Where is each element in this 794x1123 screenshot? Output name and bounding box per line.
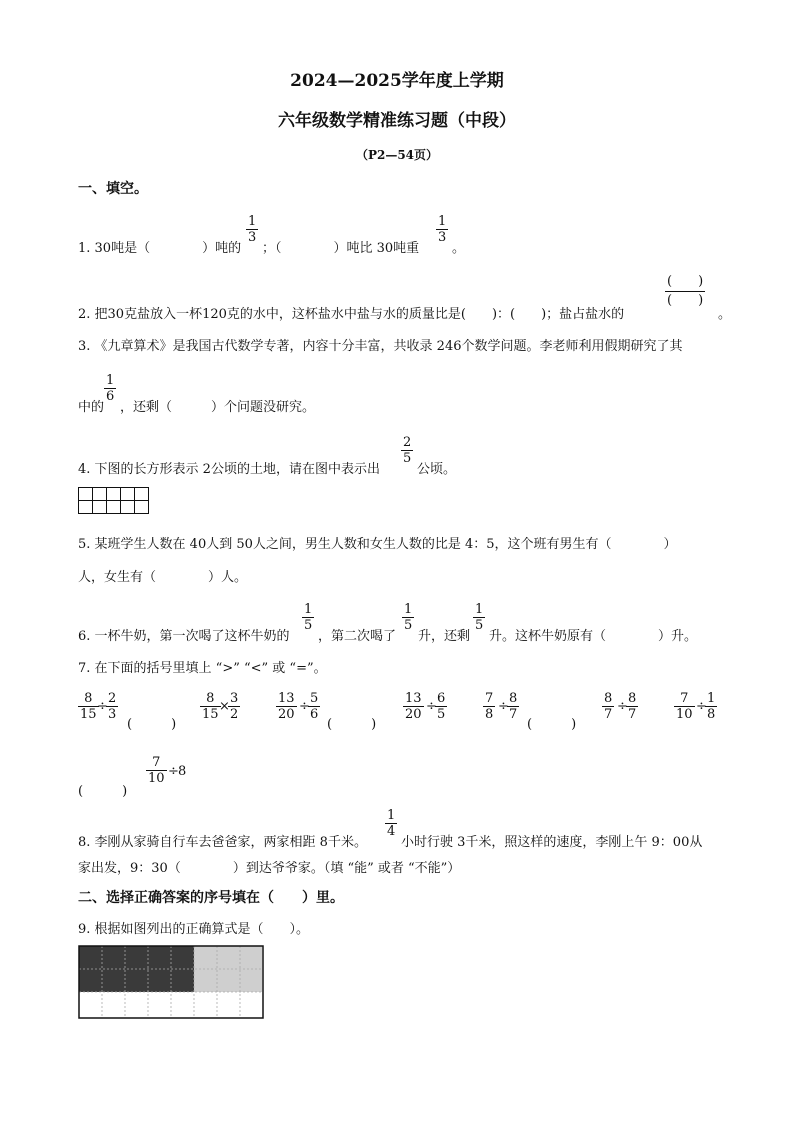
q8-fraction: $\frac{1}{4}$ — [387, 808, 396, 839]
q7-e7-operator: ÷ — [696, 699, 707, 714]
q8-line-2: 家出发，9：30（ ）到达爷爷家。（填 “能” 或者 “不能”） — [78, 861, 461, 876]
page-title-2: 六年级数学精准练习题（中段） — [278, 111, 516, 131]
q7-e8-value-b: 8 — [178, 764, 187, 779]
q6-text-b: ，第二次喝了 — [318, 629, 397, 644]
q7-text: 7. 在下面的括号里填上 “>” “<” 或 “=”。 — [78, 661, 327, 676]
q1-text-b: ；（ ）吨比 30吨重 — [262, 241, 420, 256]
q7-answer-1[interactable]: ( ) — [127, 717, 177, 732]
q8-text-a: 8. 李刚从家骑自行车去爸爸家，两家相距 8千米。 — [78, 835, 367, 850]
page-range: （P2—54页） — [355, 148, 439, 162]
q6-text-d: 升。这杯牛奶原有（ ）升。 — [489, 629, 698, 644]
q7-e2-fraction-a: $\frac{8}{15}$ — [202, 691, 219, 722]
q7-e1-operator: ÷ — [97, 699, 108, 714]
q9-grid-figure — [78, 945, 264, 1019]
q1-text-a: 1. 30吨是（ ）吨的 — [78, 241, 242, 256]
q2-end: 。 — [718, 307, 732, 322]
q2-fraction: ( ) ( ) — [667, 274, 704, 308]
q7-e5-operator: ÷ — [498, 699, 509, 714]
q7-answer-4[interactable]: ( ) — [78, 784, 128, 799]
q4-text-a: 4. 下图的长方形表示 2公顷的土地，请在图中表示出 — [78, 462, 380, 477]
page-title-1: 2024—2025学年度上学期 — [290, 71, 504, 91]
q7-e2-fraction-b: $\frac{3}{2}$ — [230, 691, 239, 722]
q6-text-a: 6. 一杯牛奶，第一次喝了这杯牛奶的 — [78, 629, 290, 644]
q7-e6-fraction-a: $\frac{8}{7}$ — [604, 691, 613, 722]
q3-text-a: 中的 — [78, 400, 105, 415]
q7-e5-fraction-a: $\frac{7}{8}$ — [485, 691, 494, 722]
q7-e4-operator: ÷ — [426, 699, 437, 714]
q7-e3-fraction-a: $\frac{13}{20}$ — [278, 691, 295, 722]
q6-fraction-1: $\frac{1}{5}$ — [304, 602, 313, 633]
q7-e6-operator: ÷ — [617, 699, 628, 714]
q7-e7-fraction-b: $\frac{1}{8}$ — [707, 691, 716, 722]
q8-text-b: 小时行驶 3千米，照这样的速度，李刚上午 9：00从 — [401, 835, 703, 850]
q1-fraction-2: $\frac{1}{3}$ — [438, 214, 447, 245]
q7-e6-fraction-b: $\frac{8}{7}$ — [628, 691, 637, 722]
q1-text-c: 。 — [452, 241, 466, 256]
q6-fraction-2: $\frac{1}{5}$ — [404, 602, 413, 633]
q6-fraction-3: $\frac{1}{5}$ — [475, 602, 484, 633]
q3-fraction: $\frac{1}{6}$ — [106, 373, 115, 404]
q4-fraction: $\frac{2}{5}$ — [403, 435, 412, 466]
q7-e3-operator: ÷ — [299, 699, 310, 714]
q7-e8-operator: ÷ — [168, 764, 179, 779]
q7-e3-fraction-b: $\frac{5}{6}$ — [310, 691, 319, 722]
q3-text-b: ，还剩（ ）个问题没研究。 — [120, 400, 316, 415]
q7-e4-fraction-b: $\frac{6}{5}$ — [437, 691, 446, 722]
q1-fraction-1: $\frac{1}{3}$ — [248, 214, 257, 245]
q7-e5-fraction-b: $\frac{8}{7}$ — [509, 691, 518, 722]
q5-line-2: 人，女生有（ ）人。 — [78, 570, 248, 585]
q7-e2-operator: × — [219, 699, 230, 714]
q7-e1-fraction-a: $\frac{8}{15}$ — [80, 691, 97, 722]
q2-text: 2. 把30克盐放入一杯120克的水中，这杯盐水中盐与水的质量比是( )：( )；盐占盐水的 — [78, 307, 625, 322]
section-fill-blank: 一、填空。 — [78, 181, 148, 197]
section-multiple-choice: 二、选择正确答案的序号填在（ ）里。 — [78, 890, 344, 906]
q7-e7-fraction-a: $\frac{7}{10}$ — [676, 691, 693, 722]
q7-e1-fraction-b: $\frac{2}{3}$ — [108, 691, 117, 722]
q7-answer-3[interactable]: ( ) — [527, 717, 577, 732]
q5-line-1: 5. 某班学生人数在 40人到 50人之间，男生人数和女生人数的比是 4：5，这个班有男生有（ ） — [78, 537, 677, 552]
q9-text: 9. 根据如图列出的正确算式是（ ）。 — [78, 922, 310, 937]
q7-answer-2[interactable]: ( ) — [327, 717, 377, 732]
q4-rectangle-grid[interactable] — [78, 487, 149, 514]
q4-text-b: 公顷。 — [417, 462, 457, 477]
q7-e4-fraction-a: $\frac{13}{20}$ — [405, 691, 422, 722]
q7-e8-fraction-a: $\frac{7}{10}$ — [148, 755, 165, 786]
q3-line-1: 3. 《九章算术》是我国古代数学专著，内容十分丰富，共收录 246个数学问题。李老师利用假期研究了其 — [78, 339, 683, 354]
q6-text-c: 升，还剩 — [418, 629, 471, 644]
